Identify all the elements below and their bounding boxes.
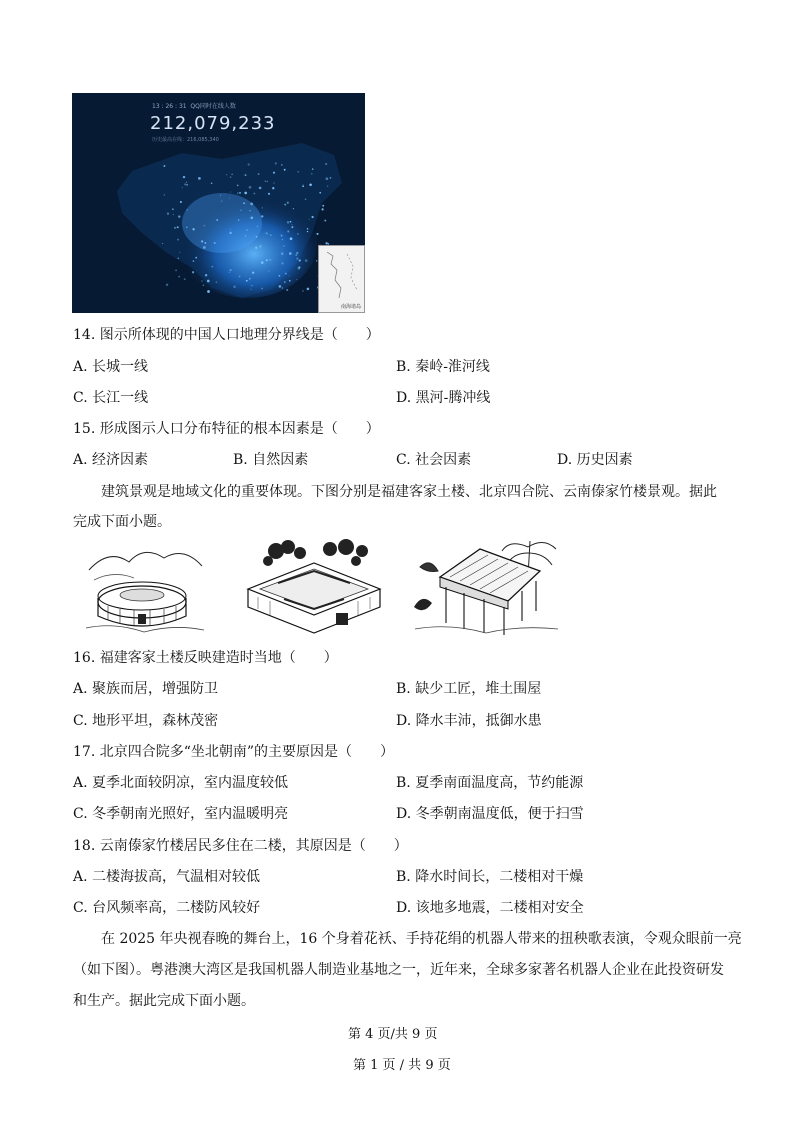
population-dot: [284, 281, 286, 283]
population-dot: [174, 227, 176, 229]
intro-paragraph-2-line3: 和生产。据此完成下面小题。: [73, 993, 255, 1009]
population-dot: [230, 176, 232, 178]
q14-option-b: B. 秦岭-淮河线: [396, 359, 490, 375]
population-dot: [192, 228, 194, 230]
population-dot: [216, 281, 218, 283]
population-dot: [326, 177, 329, 180]
question-15-stem: 15. 形成图示人口分布特征的根本因素是（ ）: [73, 421, 380, 437]
population-dot: [246, 229, 247, 230]
q14-option-a: A. 长城一线: [73, 359, 149, 375]
population-dot: [291, 226, 293, 228]
population-dot: [307, 231, 308, 232]
population-dot: [249, 278, 251, 280]
population-dot: [237, 185, 239, 187]
population-dot: [231, 174, 232, 175]
population-dot: [289, 252, 292, 255]
population-dot: [322, 205, 324, 207]
population-dot: [286, 289, 288, 291]
population-dot: [279, 285, 282, 288]
population-dot: [258, 173, 260, 175]
population-dot: [214, 242, 216, 244]
population-dot: [284, 204, 286, 206]
population-dot: [237, 192, 239, 194]
population-dot: [246, 280, 248, 282]
population-dot: [256, 236, 258, 238]
population-dot: [264, 180, 266, 182]
q18-option-d: D. 该地多地震，二楼相对安全: [396, 900, 584, 916]
population-dot: [261, 261, 264, 264]
tulou-sketch-image: [84, 540, 206, 636]
population-dot: [250, 216, 253, 219]
population-dot: [316, 233, 318, 235]
population-dot: [302, 185, 304, 187]
population-dot: [182, 187, 183, 188]
population-dot: [249, 186, 252, 189]
population-dot: [293, 208, 294, 209]
population-dot: [273, 172, 275, 174]
population-dot: [290, 221, 292, 223]
population-dot: [254, 193, 256, 195]
q15-option-d: D. 历史因素: [557, 452, 633, 468]
population-dot: [204, 242, 206, 244]
population-dot: [248, 163, 250, 165]
population-dot: [244, 192, 247, 195]
population-dot: [240, 210, 242, 212]
q15-option-c: C. 社会因素: [396, 452, 472, 468]
population-dot: [178, 276, 180, 278]
population-dot: [178, 215, 180, 217]
population-dot: [203, 246, 206, 249]
population-dot: [305, 198, 307, 200]
population-dot: [268, 270, 269, 271]
intro-paragraph-1-line1: 建筑景观是地域文化的重要体现。下图分别是福建客家土楼、北京四合院、云南傣家竹楼景观。据此: [101, 484, 717, 500]
population-dot: [270, 234, 272, 236]
question-14-stem: 14. 图示所体现的中国人口地理分界线是（ ）: [73, 327, 380, 343]
population-dot: [299, 259, 301, 261]
population-dot: [211, 266, 213, 268]
population-dot: [282, 287, 284, 289]
intro-paragraph-2-line1: 在 2025 年央视春晚的舞台上，16 个身着花袄、手持花绢的机器人带来的扭秧歌表演，令观众眼前一亮: [101, 931, 742, 947]
population-dot: [290, 237, 293, 240]
population-dot: [192, 271, 194, 273]
population-dot: [238, 219, 239, 220]
q18-option-c: C. 台风频率高，二楼防风较好: [73, 900, 261, 916]
intro-paragraph-1-line2: 完成下面小题。: [73, 514, 171, 530]
population-dot: [325, 163, 327, 165]
population-dot: [229, 272, 230, 273]
population-dot: [261, 215, 263, 217]
population-dot: [297, 233, 298, 234]
population-dot: [186, 226, 188, 228]
question-17-stem: 17. 北京四合院多“坐北朝南”的主要原因是（ ）: [73, 744, 395, 760]
population-dot: [216, 219, 218, 221]
population-dot: [262, 207, 263, 208]
map-time-caption: 13 : 26 : 31 QQ同时在线人数: [152, 103, 236, 110]
population-dot: [307, 228, 309, 230]
population-dot: [252, 272, 254, 274]
population-dot: [268, 193, 270, 195]
population-dot: [175, 270, 177, 272]
population-dot: [287, 202, 289, 204]
map-sub-caption: 历史最高在线：216,085,340: [152, 137, 219, 143]
population-dot: [163, 165, 165, 167]
population-dot: [267, 181, 268, 182]
population-dot: [322, 208, 324, 210]
population-dot: [303, 184, 304, 185]
population-dot: [296, 258, 298, 260]
population-dot: [162, 243, 163, 244]
population-dot: [296, 279, 297, 280]
population-dot: [164, 194, 166, 196]
online-counter: 212,079,233: [150, 113, 276, 134]
population-dot: [287, 230, 289, 232]
population-dot: [330, 177, 332, 179]
population-dot: [229, 232, 232, 235]
population-dot: [257, 226, 258, 227]
population-dot: [309, 219, 310, 220]
population-dot: [297, 171, 298, 172]
population-dot: [230, 229, 231, 230]
population-dot: [295, 254, 297, 256]
population-dot: [281, 262, 283, 264]
q16-option-b: B. 缺少工匠，堆土围屋: [396, 681, 542, 697]
population-dot: [288, 275, 289, 276]
population-dot: [184, 183, 186, 185]
population-dot: [309, 183, 312, 186]
population-dot: [291, 224, 292, 225]
population-dot: [302, 290, 303, 291]
population-dot: [229, 198, 230, 199]
population-dot: [220, 195, 221, 196]
intro-paragraph-2-line2: （如下图）。粤港澳大湾区是我国机器人制造业基地之一，近年来，全球多家著名机器人企业在此投资研发: [73, 962, 724, 978]
population-dot: [287, 221, 290, 224]
q14-option-d: D. 黑河-腾冲线: [396, 390, 491, 406]
population-dot: [245, 174, 247, 176]
population-dot: [281, 164, 283, 166]
q17-option-b: B. 夏季南面温度高，节约能源: [396, 775, 584, 791]
population-dot: [269, 259, 271, 261]
population-dot: [178, 258, 179, 259]
population-dot: [249, 210, 250, 211]
population-dot: [195, 257, 197, 259]
population-dot: [207, 280, 210, 283]
inner-page-footer: 第 4 页/共 9 页: [348, 1027, 438, 1042]
q17-option-a: A. 夏季北面较阴凉，室内温度较低: [73, 775, 289, 791]
population-dot: [186, 182, 187, 183]
population-dot: [305, 259, 308, 262]
population-dot: [243, 202, 245, 204]
population-dot: [179, 252, 180, 253]
inset-note: 南海诸岛: [340, 304, 361, 310]
q14-option-c: C. 长江一线: [73, 390, 149, 406]
population-dot: [211, 183, 213, 185]
q17-option-c: C. 冬季朝南光照好，室内温暖明亮: [73, 806, 289, 822]
population-dot: [327, 186, 328, 187]
population-dot: [272, 187, 274, 189]
population-dot: [266, 259, 268, 261]
population-dot: [282, 239, 284, 241]
population-dot: [307, 288, 310, 291]
population-dot: [285, 273, 287, 275]
population-dot: [180, 201, 182, 203]
population-dot: [167, 213, 169, 215]
population-dot: [198, 177, 201, 180]
population-dot: [311, 216, 313, 218]
population-dot: [205, 274, 207, 276]
population-dot: [187, 209, 188, 210]
population-dot: [201, 240, 203, 242]
population-dot: [298, 267, 301, 270]
population-dot: [172, 208, 174, 210]
population-dot: [255, 247, 257, 249]
q16-option-a: A. 聚族而居，增强防卫: [73, 681, 219, 697]
population-dot: [259, 187, 262, 190]
population-dot: [284, 169, 286, 171]
population-dot: [207, 290, 210, 293]
population-map-figure: [72, 93, 365, 313]
outer-page-footer: 第 1 页 / 共 9 页: [353, 1058, 451, 1073]
population-dot: [273, 182, 274, 183]
q15-option-a: A. 经济因素: [73, 452, 149, 468]
population-dot: [279, 275, 281, 277]
population-dot: [233, 286, 236, 289]
population-dot: [183, 176, 185, 178]
siheyuan-sketch-image: [238, 537, 390, 637]
q16-option-c: C. 地形平坦，森林茂密: [73, 713, 219, 729]
population-dot: [275, 162, 277, 164]
q18-option-b: B. 降水时间长，二楼相对干燥: [396, 869, 584, 885]
population-dot: [281, 252, 284, 255]
population-dot: [239, 275, 241, 277]
population-dot: [230, 269, 232, 271]
population-dot: [296, 252, 298, 254]
population-dot: [186, 184, 188, 186]
population-dot: [239, 192, 241, 194]
population-dot: [319, 192, 321, 194]
population-dot: [166, 284, 168, 286]
population-dot: [261, 288, 263, 290]
question-18-stem: 18. 云南傣家竹楼居民多住在二楼，其原因是（ ）: [73, 838, 408, 854]
bamboo-house-sketch-image: [410, 537, 562, 637]
population-dot: [312, 168, 313, 169]
population-dot: [184, 278, 186, 280]
population-dot: [173, 214, 174, 215]
population-dot: [245, 235, 246, 236]
population-dot: [177, 226, 179, 228]
population-dot: [267, 233, 269, 235]
population-dot: [193, 260, 195, 262]
population-dot: [204, 225, 205, 226]
population-dot: [259, 245, 262, 248]
q16-option-d: D. 降水丰沛，抵御水患: [396, 713, 542, 729]
q17-option-d: D. 冬季朝南温度低，便于扫雪: [396, 806, 584, 822]
south-china-sea-inset: [318, 245, 365, 313]
question-16-stem: 16. 福建客家土楼反映建造时当地（ ）: [73, 650, 338, 666]
population-dot: [201, 280, 202, 281]
population-dot: [283, 245, 285, 247]
population-dot: [221, 200, 222, 201]
population-dot: [289, 280, 291, 282]
population-dot: [230, 191, 231, 192]
population-dot: [251, 285, 253, 287]
population-dot: [203, 285, 205, 287]
population-dot: [311, 173, 312, 174]
population-dot: [177, 239, 179, 241]
q18-option-a: A. 二楼海拔高，气温相对较低: [73, 869, 261, 885]
population-dot: [281, 235, 283, 237]
q15-option-b: B. 自然因素: [233, 452, 309, 468]
population-dot: [250, 203, 253, 206]
population-dot: [324, 220, 326, 222]
population-dot: [250, 289, 251, 290]
population-dot: [226, 174, 227, 175]
